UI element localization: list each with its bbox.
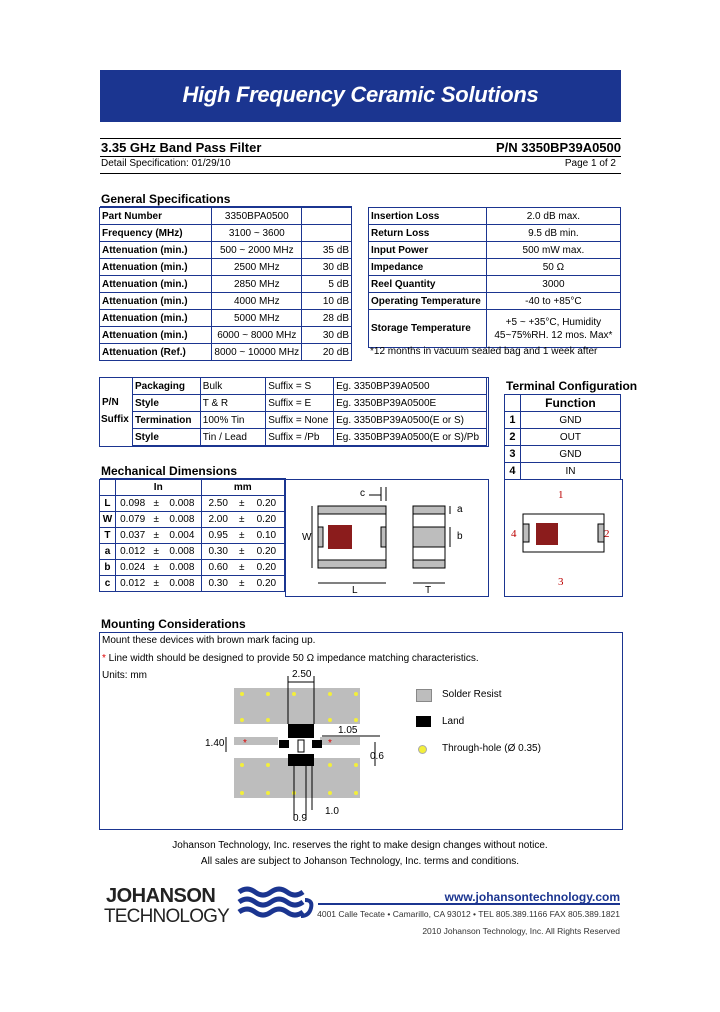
spec-label: Impedance bbox=[369, 259, 487, 276]
suffix-row bbox=[133, 378, 487, 395]
dimension-cell: 0.20 bbox=[249, 512, 285, 528]
dimension-cell: 0.20 bbox=[249, 544, 285, 560]
divider bbox=[100, 156, 621, 157]
solder-resist-left bbox=[234, 737, 278, 745]
dimension-cell: ± bbox=[149, 544, 163, 560]
dimension-cell: b bbox=[100, 560, 116, 576]
dimension-cell: ± bbox=[235, 496, 249, 512]
land-left bbox=[279, 740, 289, 748]
divider bbox=[100, 138, 621, 139]
dimension-cell: 0.20 bbox=[249, 496, 285, 512]
orientation-mark bbox=[536, 523, 558, 545]
divider bbox=[100, 173, 621, 174]
dim-label-w: W bbox=[302, 532, 312, 543]
pn-label: P/N bbox=[102, 397, 119, 408]
dimension-cell: 0.30 bbox=[201, 576, 235, 592]
website-link[interactable]: www.johansontechnology.com bbox=[444, 890, 620, 904]
line-star-right: * bbox=[328, 738, 332, 749]
terminal-row bbox=[505, 429, 621, 446]
spec-value: 4000 MHz bbox=[212, 293, 302, 310]
in-header: In bbox=[115, 480, 201, 496]
terminal-4-pad bbox=[523, 524, 529, 542]
footer-address: 4001 Calle Tecate • Camarillo, CA 93012 • TEL 805.389.1166 FAX 805.389.1821 bbox=[317, 909, 620, 919]
footer-disclaimer: Johanson Technology, Inc. reserves the right to make design changes without notice. bbox=[172, 840, 548, 851]
suffix-cell: Suffix = S bbox=[266, 378, 334, 395]
storage-note: *12 months in vacuum sealed bag and 1 week after bbox=[370, 346, 598, 357]
dimension-row bbox=[100, 512, 285, 528]
terminal-number: 1 bbox=[505, 412, 521, 429]
suffix-row bbox=[133, 429, 487, 446]
spec-label: Attenuation (min.) bbox=[100, 242, 212, 259]
spec-value: 9.5 dB min. bbox=[486, 225, 620, 242]
dim-label-b: b bbox=[457, 531, 463, 542]
mechanical-title: Mechanical Dimensions bbox=[101, 464, 238, 478]
suffix-cell: Packaging bbox=[133, 378, 201, 395]
footer-rule bbox=[318, 903, 620, 905]
terminal-function: GND bbox=[520, 446, 620, 463]
dim-10: 1.0 bbox=[325, 806, 339, 817]
chip-outline bbox=[523, 514, 604, 552]
dimension-cell: 2.00 bbox=[201, 512, 235, 528]
spec-value: 500 ~ 2000 MHz bbox=[212, 242, 302, 259]
suffix-cell: Eg. 3350BP39A0500E bbox=[334, 395, 487, 412]
terminal-label-4: 4 bbox=[511, 528, 517, 540]
footer-terms: All sales are subject to Johanson Technology, Inc. terms and conditions. bbox=[200, 856, 520, 867]
land-pattern-svg bbox=[190, 670, 390, 828]
spec-value: 5 dB bbox=[302, 276, 352, 293]
spec-label: Return Loss bbox=[369, 225, 487, 242]
spec-row bbox=[100, 344, 352, 361]
spec-value: 30 dB bbox=[302, 327, 352, 344]
product-title: 3.35 GHz Band Pass Filter bbox=[101, 140, 262, 155]
dimension-cell: ± bbox=[235, 512, 249, 528]
mounting-line-2 bbox=[102, 653, 479, 664]
spec-label: Frequency (MHz) bbox=[100, 225, 212, 242]
spec-value: 3100 ~ 3600 bbox=[212, 225, 302, 242]
suffix-row bbox=[133, 395, 487, 412]
storage-temp-line2: 45~75%RH. 12 mos. Max* bbox=[494, 329, 613, 341]
dimension-cell: 0.004 bbox=[163, 528, 201, 544]
spec-value: 50 Ω bbox=[486, 259, 620, 276]
spec-row bbox=[369, 259, 621, 276]
spec-row bbox=[100, 327, 352, 344]
terminal-number: 2 bbox=[505, 429, 521, 446]
spec-value: 5000 MHz bbox=[212, 310, 302, 327]
suffix-row bbox=[133, 412, 487, 429]
general-specs-title: General Specifications bbox=[101, 192, 231, 206]
mounting-line-2-text: Line width should be designed to provide 50 Ω impedance matching characteristics. bbox=[105, 653, 479, 664]
line-star-left: * bbox=[243, 738, 247, 749]
page-number: Page 1 of 2 bbox=[564, 158, 616, 169]
dimension-cell: 0.079 bbox=[115, 512, 149, 528]
suffix-cell: Bulk bbox=[200, 378, 265, 395]
suffix-cell: Suffix = None bbox=[266, 412, 334, 429]
legend-solder: Solder Resist bbox=[442, 689, 502, 700]
spec-label: Attenuation (min.) bbox=[100, 293, 212, 310]
right-termination bbox=[381, 527, 386, 547]
spec-row bbox=[369, 293, 621, 310]
terminal-label-1: 1 bbox=[558, 489, 564, 501]
dimension-cell: ± bbox=[149, 528, 163, 544]
dimension-cell: T bbox=[100, 528, 116, 544]
side-bottom-termination bbox=[413, 560, 445, 568]
dimension-cell: 0.012 bbox=[115, 544, 149, 560]
suffix-cell: Termination bbox=[133, 412, 201, 429]
dimension-cell: 0.10 bbox=[249, 528, 285, 544]
spec-value: 3000 bbox=[486, 276, 620, 293]
spec-value: 30 dB bbox=[302, 259, 352, 276]
left-termination bbox=[318, 527, 323, 547]
spec-label: Reel Quantity bbox=[369, 276, 487, 293]
spec-row bbox=[369, 242, 621, 259]
spec-value: 2.0 dB max. bbox=[486, 208, 620, 225]
spec-row bbox=[369, 225, 621, 242]
spec-row bbox=[100, 293, 352, 310]
spec-value: -40 to +85°C bbox=[486, 293, 620, 310]
dimension-row bbox=[100, 496, 285, 512]
spec-value: 35 dB bbox=[302, 242, 352, 259]
general-specs-left-table bbox=[99, 207, 352, 361]
spec-value: 6000 ~ 8000 MHz bbox=[212, 327, 302, 344]
spec-value: 500 mW max. bbox=[486, 242, 620, 259]
mounting-title: Mounting Considerations bbox=[101, 617, 246, 631]
spec-label: Attenuation (min.) bbox=[100, 276, 212, 293]
dim-105: 1.05 bbox=[338, 725, 358, 736]
logo-technology: TECHNOLOGY bbox=[104, 906, 230, 927]
mounting-star: * bbox=[102, 653, 106, 664]
logo-johanson: JOHANSON bbox=[106, 885, 216, 907]
function-header: Function bbox=[520, 395, 620, 412]
dimension-cell: 0.012 bbox=[115, 576, 149, 592]
spec-label: Part Number bbox=[100, 208, 212, 225]
dimension-cell: 0.20 bbox=[249, 576, 285, 592]
side-top-termination bbox=[413, 506, 445, 514]
dim-09: 0.9 bbox=[293, 813, 307, 824]
dimension-cell: 0.60 bbox=[201, 560, 235, 576]
land-bottom bbox=[288, 754, 314, 766]
bottom-termination bbox=[318, 560, 386, 568]
dimension-row bbox=[100, 544, 285, 560]
dimension-cell: 0.008 bbox=[163, 496, 201, 512]
dimension-cell: ± bbox=[149, 496, 163, 512]
dimension-cell: ± bbox=[235, 544, 249, 560]
dimension-cell: 2.50 bbox=[201, 496, 235, 512]
dimension-cell: ± bbox=[235, 560, 249, 576]
spec-label: Insertion Loss bbox=[369, 208, 487, 225]
suffix-cell: 100% Tin bbox=[200, 412, 265, 429]
mounting-units: Units: mm bbox=[102, 670, 147, 681]
dim-250: 2.50 bbox=[292, 669, 312, 680]
spec-label: Attenuation (Ref.) bbox=[100, 344, 212, 361]
dimension-cell: 0.30 bbox=[201, 544, 235, 560]
dim-label-t: T bbox=[425, 585, 432, 596]
part-number: P/N 3350BP39A0500 bbox=[495, 140, 621, 155]
spec-row bbox=[100, 276, 352, 293]
footer-copyright: 2010 Johanson Technology, Inc. All Rights Reserved bbox=[422, 926, 620, 936]
dimension-cell: 0.024 bbox=[115, 560, 149, 576]
dimension-cell: 0.008 bbox=[163, 576, 201, 592]
terminal-row bbox=[505, 446, 621, 463]
spec-label: Input Power bbox=[369, 242, 487, 259]
spec-row bbox=[100, 242, 352, 259]
land-top bbox=[288, 724, 314, 738]
legend-hole-swatch bbox=[418, 745, 427, 754]
mm-header: mm bbox=[201, 480, 284, 496]
legend-land-swatch bbox=[416, 716, 431, 727]
dimension-row bbox=[100, 528, 285, 544]
spec-row bbox=[100, 208, 352, 225]
dimension-cell: ± bbox=[149, 560, 163, 576]
spec-value: 10 dB bbox=[302, 293, 352, 310]
spec-row bbox=[100, 310, 352, 327]
spec-value: 8000 ~ 10000 MHz bbox=[212, 344, 302, 361]
dimension-cell: ± bbox=[235, 576, 249, 592]
spec-value bbox=[302, 208, 352, 225]
storage-temp-line1: +5 ~ +35°C, Humidity bbox=[505, 316, 602, 328]
legend-hole: Through-hole (Ø 0.35) bbox=[442, 743, 541, 754]
dimension-cell: 0.098 bbox=[115, 496, 149, 512]
terminal-function: GND bbox=[520, 412, 620, 429]
dimension-cell: ± bbox=[235, 528, 249, 544]
dimension-cell: 0.008 bbox=[163, 560, 201, 576]
suffix-cell: Eg. 3350BP39A0500(E or S) bbox=[334, 412, 487, 429]
suffix-cell: Eg. 3350BP39A0500 bbox=[334, 378, 487, 395]
terminal-function: OUT bbox=[520, 429, 620, 446]
spec-value: 20 dB bbox=[302, 344, 352, 361]
spec-value: 3350BPA0500 bbox=[212, 208, 302, 225]
spec-value: 2850 MHz bbox=[212, 276, 302, 293]
dim-label-l: L bbox=[352, 585, 358, 596]
dimension-cell: 0.008 bbox=[163, 544, 201, 560]
dim-06: 0.6 bbox=[370, 751, 384, 762]
dimension-cell: 0.037 bbox=[115, 528, 149, 544]
terminal-label-2: 2 bbox=[604, 528, 610, 540]
spec-label: Operating Temperature bbox=[369, 293, 487, 310]
dimension-cell: c bbox=[100, 576, 116, 592]
dimension-row bbox=[100, 560, 285, 576]
top-termination bbox=[318, 506, 386, 514]
spec-row bbox=[100, 259, 352, 276]
terminal-number: 4 bbox=[505, 463, 521, 480]
dimension-cell: L bbox=[100, 496, 116, 512]
solder-resist-top bbox=[234, 688, 360, 724]
terminal-label-3: 3 bbox=[558, 576, 564, 588]
terminal-number: 3 bbox=[505, 446, 521, 463]
suffix-table bbox=[132, 377, 487, 446]
spec-row bbox=[100, 225, 352, 242]
dimension-cell: a bbox=[100, 544, 116, 560]
dimension-row bbox=[100, 576, 285, 592]
terminal-row bbox=[505, 412, 621, 429]
spec-label: Attenuation (min.) bbox=[100, 310, 212, 327]
land-right bbox=[312, 740, 322, 748]
terminal-function: IN bbox=[520, 463, 620, 480]
storage-temp-label: Storage Temperature bbox=[369, 310, 487, 348]
spec-value: 28 dB bbox=[302, 310, 352, 327]
suffix-cell: Suffix = E bbox=[266, 395, 334, 412]
spec-value: 2500 MHz bbox=[212, 259, 302, 276]
dim-label-c: c bbox=[360, 488, 365, 499]
dim-label-a: a bbox=[457, 504, 463, 515]
spec-row bbox=[369, 208, 621, 225]
terminal-row bbox=[505, 463, 621, 480]
dimension-cell: 0.008 bbox=[163, 512, 201, 528]
dim-140: 1.40 bbox=[205, 738, 225, 749]
storage-temp-value bbox=[486, 310, 620, 348]
orientation-mark bbox=[328, 525, 352, 549]
suffix-cell: Suffix = /Pb bbox=[266, 429, 334, 446]
suffix-cell: Eg. 3350BP39A0500(E or S)/Pb bbox=[334, 429, 487, 446]
detail-spec-date: Detail Specification: 01/29/10 bbox=[101, 158, 231, 169]
dimension-cell: ± bbox=[149, 512, 163, 528]
legend-land: Land bbox=[442, 716, 465, 727]
solder-resist-right bbox=[320, 737, 360, 745]
general-specs-right-table bbox=[368, 207, 621, 348]
terminal-config-title: Terminal Configuration bbox=[506, 379, 638, 393]
spec-label: Attenuation (min.) bbox=[100, 259, 212, 276]
suffix-cell: Tin / Lead bbox=[200, 429, 265, 446]
suffix-cell: Style bbox=[133, 429, 201, 446]
side-middle-termination bbox=[413, 527, 445, 547]
logo-wave-icon bbox=[235, 886, 315, 926]
suffix-label: Suffix bbox=[101, 414, 129, 425]
terminal-table bbox=[504, 394, 621, 480]
dimension-cell: 0.95 bbox=[201, 528, 235, 544]
mechanical-table bbox=[99, 479, 285, 592]
spec-label: Attenuation (min.) bbox=[100, 327, 212, 344]
center-gap bbox=[298, 740, 304, 752]
dimension-cell: ± bbox=[149, 576, 163, 592]
dimension-cell: W bbox=[100, 512, 116, 528]
mounting-line-1: Mount these devices with brown mark facing up. bbox=[102, 635, 316, 646]
spec-row bbox=[369, 276, 621, 293]
suffix-cell: Style bbox=[133, 395, 201, 412]
suffix-cell: T & R bbox=[200, 395, 265, 412]
spec-value bbox=[302, 225, 352, 242]
legend-solder-swatch bbox=[416, 689, 432, 702]
banner-title: High Frequency Ceramic Solutions bbox=[182, 82, 539, 107]
dimension-cell: 0.20 bbox=[249, 560, 285, 576]
